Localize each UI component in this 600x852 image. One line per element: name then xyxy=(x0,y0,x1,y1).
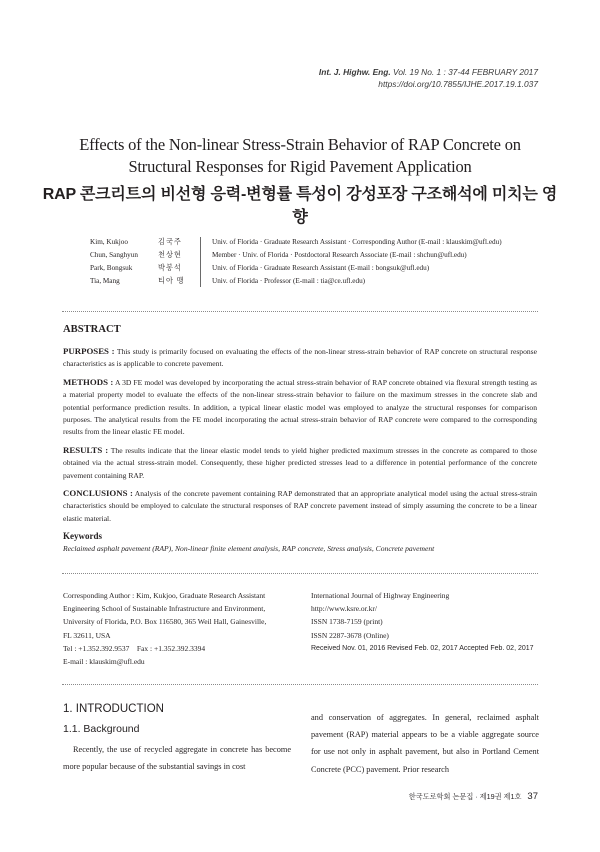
received-date: Nov. 01, 2016 xyxy=(342,644,386,652)
journal-reference xyxy=(319,66,538,90)
author-korean-name: 천상현 xyxy=(158,251,182,259)
journal-url[interactable]: http://www.ksre.or.kr/ xyxy=(311,604,377,614)
author-affiliation: Member · Univ. of Florida · Postdoctoral Research Associate (E-mail : shchun@ufl.edu) xyxy=(212,251,467,259)
methods-label: METHODS : xyxy=(63,376,114,387)
page-footer xyxy=(409,791,538,802)
accepted-date: Feb. 02, 2017 xyxy=(490,644,534,652)
title-english-line2: Structural Responses for Rigid Pavement Application xyxy=(128,157,472,176)
purposes-paragraph xyxy=(63,345,537,371)
author-affiliation: Univ. of Florida · Graduate Research Assistant (E-mail : bongsuk@ufl.edu) xyxy=(212,264,430,272)
page-number: 37 xyxy=(527,791,538,802)
author-name: Kim, Kukjoo xyxy=(90,238,128,246)
keywords-text: Reclaimed asphalt pavement (RAP), Non-linear finite element analysis, RAP concrete, Stress analysis, Concrete pavement xyxy=(63,543,435,553)
author-name: Park, Bongsuk xyxy=(90,264,133,272)
revised-label: Revised xyxy=(387,644,413,652)
corr-line: Tel : +1.352.392.9537 Fax : +1.352.392.3394 xyxy=(63,643,206,653)
results-text: The results indicate that the linear elastic model tends to yield higher predicted maximum stresses in the concrete as compared to those obtained via the actual stress-strain model. Consequently, these higher predicted stresses lead to a difference in potential performance of the concrete pavement containing RAP. xyxy=(63,445,537,480)
author-list xyxy=(90,236,502,288)
title-korean: RAP 콘크리트의 비선형 응력-변형률 특성이 강성포장 구조해석에 미치는 영향 xyxy=(42,186,558,226)
received-label: Received xyxy=(311,644,341,652)
corresponding-author-info xyxy=(63,589,303,668)
section-heading: 1. INTRODUCTION xyxy=(63,703,164,715)
author-row xyxy=(90,262,502,275)
results-paragraph xyxy=(63,444,537,482)
dotted-divider xyxy=(62,684,538,685)
author-affiliation: Univ. of Florida · Professor (E-mail : tia@ce.ufl.edu) xyxy=(212,277,366,285)
conclusions-paragraph xyxy=(63,487,537,525)
conclusions-text: Analysis of the concrete pavement containing RAP demonstrated that an appropriate analytical model using the actual stress-strain characteristics should be employed to calculate the structural responses of RAP concrete pavement instead of simply assuming the concrete to be a linear elastic material. xyxy=(63,489,537,523)
corr-line: FL 32611, USA xyxy=(63,630,111,640)
author-korean-name: 박봉석 xyxy=(158,264,182,272)
author-korean-name: 김국주 xyxy=(158,238,182,246)
footer-journal: 한국도로학회 논문집 · 제19권 제1호 xyxy=(408,792,522,801)
author-affiliation: Univ. of Florida · Graduate Research Assistant · Corresponding Author (E-mail : klauskim@ufl.edu) xyxy=(212,238,502,246)
body-text-left: Recently, the use of recycled aggregate in concrete has become more popular because of the substantial savings in cost xyxy=(63,745,291,772)
body-column-left xyxy=(63,741,291,775)
dotted-divider xyxy=(62,311,538,312)
journal-abbrev: Int. J. Highw. Eng. xyxy=(318,67,391,77)
results-label: RESULTS : xyxy=(63,444,109,455)
purposes-text: This study is primarily focused on evaluating the effects of the non-linear stress-strain behavior of RAP concrete on structural response characteristics as is applicable to concrete pavement. xyxy=(63,347,537,369)
body-column-right: and conservation of aggregates. In general, reclaimed asphalt pavement (RAP) material appears to be a viable aggregate source for use not only in asphalt pavement, but also in Portland Cement Concrete (PCC) pavement. Prior research xyxy=(311,713,539,774)
title-english xyxy=(40,134,560,178)
author-name: Chun, Sanghyun xyxy=(90,251,138,259)
subsection-heading: 1.1. Background xyxy=(63,723,140,735)
corr-line: Corresponding Author : Kim, Kukjoo, Graduate Research Assistant xyxy=(63,591,266,600)
spacer xyxy=(202,262,212,275)
journal-volume: Vol. 19 No. 1 : 37-44 FEBRUARY 2017 xyxy=(390,67,538,77)
revised-date: Feb. 02, 2017 xyxy=(414,644,458,652)
author-korean-name: 티아 맹 xyxy=(158,277,185,285)
methods-text: A 3D FE model was developed by incorporating the actual stress-strain behavior of RAP concrete obtained via flexural strength testing as a material property model to evaluate the effects of the non-linear stress-strain behavior to failure on the maximum stresses in the concrete slab and potential performance prediction results. In addition, a typical linear elastic model was employed to analyze the structural responses for comparison purposes. The analytical results from the FE model incorporating the actual stress-strain behavior of RAP concrete were compared to the corresponding results from the linear elastic FE model. xyxy=(63,377,537,437)
doi-link[interactable]: https://doi.org/10.7855/IJHE.2017.19.1.037 xyxy=(378,79,538,89)
accepted-label: Accepted xyxy=(459,644,489,652)
issn-online: ISSN 2287-3678 (Online) xyxy=(311,630,389,640)
spacer xyxy=(202,275,212,288)
spacer xyxy=(202,236,212,249)
keywords-heading: Keywords xyxy=(63,531,102,542)
corr-line: Engineering School of Sustainable Infrastructure and Environment, xyxy=(63,604,266,614)
abstract-body xyxy=(63,345,537,555)
journal-name: International Journal of Highway Engineering xyxy=(311,591,450,600)
received-dates xyxy=(311,642,541,655)
author-row xyxy=(90,249,502,262)
methods-paragraph xyxy=(63,376,537,439)
title-english-line1: Effects of the Non-linear Stress-Strain Behavior of RAP Concrete on xyxy=(79,135,521,154)
conclusions-label: CONCLUSIONS : xyxy=(63,488,133,499)
author-row xyxy=(90,275,502,288)
dotted-divider xyxy=(62,573,538,574)
author-name: Tia, Mang xyxy=(90,277,120,285)
purposes-label: PURPOSES : xyxy=(63,346,115,356)
spacer xyxy=(202,249,212,262)
journal-info xyxy=(311,589,541,655)
issn-print: ISSN 1738-7159 (print) xyxy=(311,617,383,627)
corr-email[interactable]: E-mail : klauskim@ufl.edu xyxy=(63,657,145,667)
author-row xyxy=(90,236,502,249)
corr-line: University of Florida, P.O. Box 116580, 365 Weil Hall, Gainesville, xyxy=(63,617,267,627)
abstract-heading: ABSTRACT xyxy=(63,324,121,335)
